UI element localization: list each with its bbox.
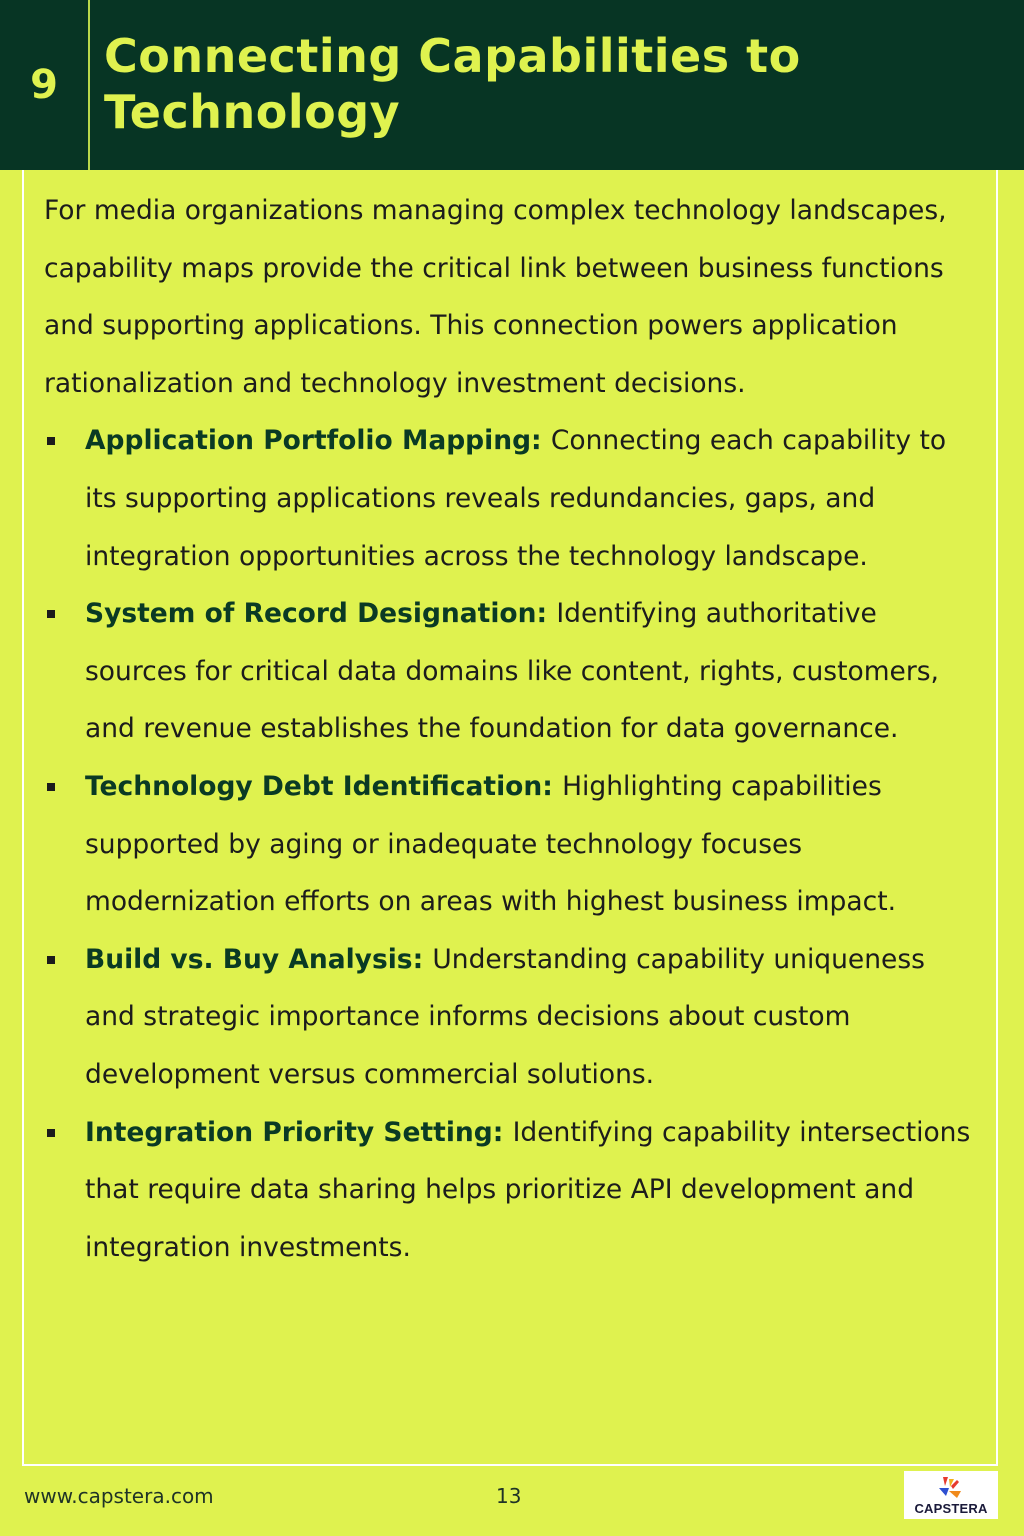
page-number: 13: [496, 1484, 522, 1508]
list-item-text: Connecting each capability to its supporting applications reveals redundancies, gaps, and integration opportunities across the technology landscape.: [85, 425, 947, 572]
square-bullet-icon: [47, 956, 55, 964]
list-item: [44, 585, 979, 758]
list-item-term: Technology Debt Identification:: [85, 770, 563, 802]
list-item-text: Highlighting capabilities supported by aging or inadequate technology focuses modernization efforts on areas with highest business impact.: [85, 770, 897, 918]
list-item-text: Identifying authoritative sources for critical data domains like content, rights, customers, and revenue establishes the foundation for data governance.: [85, 598, 939, 745]
capstera-logo: [904, 1471, 998, 1519]
square-bullet-icon: [47, 783, 55, 791]
list-item-term: Build vs. Buy Analysis:: [85, 943, 433, 975]
capstera-logo-mark-icon: [937, 1474, 965, 1500]
list-item-text: Identifying capability intersections that require data sharing helps prioritize API development and integration investments.: [85, 1116, 971, 1263]
list-item: [44, 412, 979, 585]
list-item: [44, 758, 979, 931]
list-item-text: Understanding capability uniqueness and strategic importance informs decisions about custom development versus commercial solutions.: [85, 943, 925, 1090]
list-item: [44, 1104, 979, 1277]
list-item: [44, 931, 979, 1104]
list-item-term: Application Portfolio Mapping:: [85, 425, 551, 457]
section-number: 9: [30, 62, 58, 108]
content-body: [44, 182, 979, 1276]
footer-website-link[interactable]: www.capstera.com: [24, 1484, 214, 1508]
intro-paragraph: For media organizations managing complex technology landscapes, capability maps provide the critical link between business functions and supporting applications. This connection powers application rationalization and technology investment decisions.: [44, 195, 947, 399]
page-header: [0, 0, 1024, 170]
square-bullet-icon: [47, 437, 55, 445]
bullet-list: [44, 412, 979, 1276]
square-bullet-icon: [47, 610, 55, 618]
header-divider: [88, 0, 90, 170]
list-item-term: Integration Priority Setting:: [85, 1116, 513, 1148]
logo-text: CAPSTERA: [914, 1501, 988, 1516]
page-title: Connecting Capabilities to Technology: [104, 29, 801, 139]
square-bullet-icon: [47, 1129, 55, 1137]
list-item-term: System of Record Designation:: [85, 598, 557, 630]
